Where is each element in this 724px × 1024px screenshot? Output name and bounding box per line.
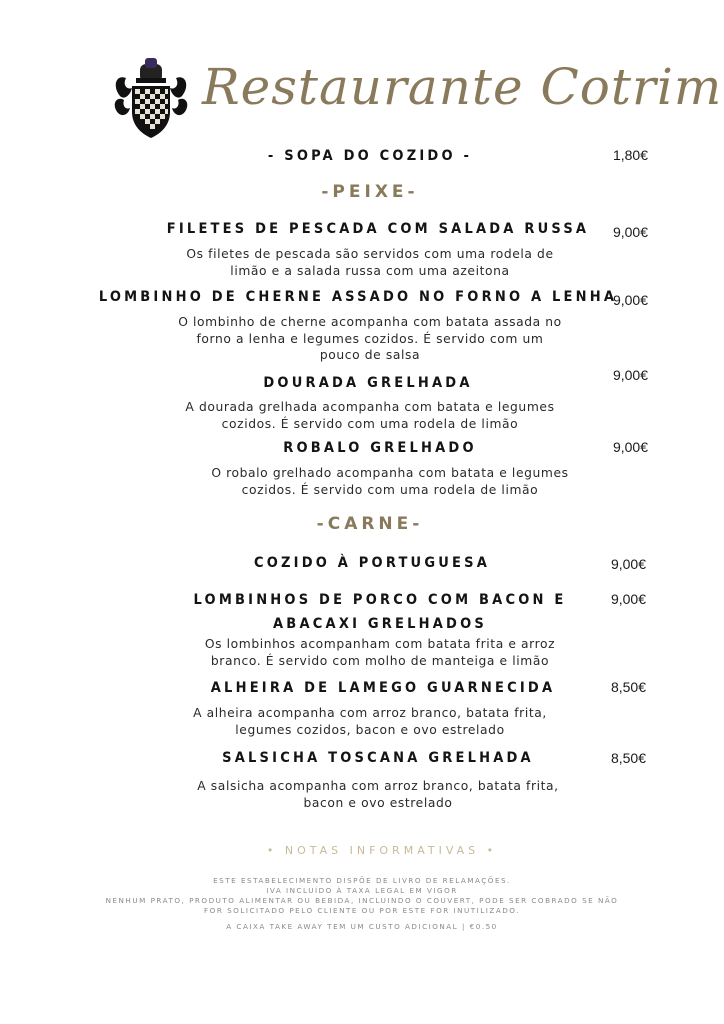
dish-price: 8,50€ bbox=[610, 750, 646, 766]
restaurant-name: Restaurante Cotrim bbox=[202, 58, 723, 116]
dish-price: 9,00€ bbox=[612, 439, 648, 455]
dish-price: 9,00€ bbox=[612, 292, 648, 308]
section-heading-carne: -CARNE- bbox=[316, 514, 424, 534]
dish-description: Os lombinhos acompanham com batata frita e arroz branco. É servido com molho de manteiga e limão bbox=[204, 637, 556, 668]
notes-line: IVA INCLUÍDO À TAXA LEGAL EM VIGOR bbox=[266, 886, 458, 895]
dish-description: O lombinho de cherne acompanha com batata assada no forno a lenha e legumes cozidos. É servido com um pouco de salsa bbox=[178, 315, 562, 362]
soup-title: - SOPA DO COZIDO - bbox=[267, 148, 473, 164]
notes-title: • NOTAS INFORMATIVAS • bbox=[266, 844, 498, 857]
heraldic-crest-icon bbox=[112, 56, 190, 140]
section-heading-peixe: -PEIXE- bbox=[321, 182, 419, 202]
dish-description: Os filetes de pescada são servidos com uma rodela de limão e a salada russa com uma azeitona bbox=[186, 247, 554, 278]
dish-title: ROBALO GRELHADO bbox=[283, 440, 477, 456]
dish-title: SALSICHA TOSCANA GRELHADA bbox=[222, 750, 534, 766]
dish-title: COZIDO À PORTUGUESA bbox=[253, 555, 491, 571]
dish-price: 9,00€ bbox=[612, 224, 648, 240]
dish-description: O robalo grelhado acompanha com batata e legumes cozidos. É servido com uma rodela de limão bbox=[211, 466, 569, 497]
dish-title: LOMBINHOS DE PORCO COM BACON E ABACAXI GRELHADOS bbox=[193, 592, 567, 632]
notes-line: ESTE ESTABELECIMENTO DISPÕE DE LIVRO DE RELAMAÇÕES. bbox=[213, 876, 511, 885]
dish-price: 9,00€ bbox=[610, 591, 646, 607]
soup-price: 1,80€ bbox=[612, 147, 648, 163]
dish-description: A dourada grelhada acompanha com batata e legumes cozidos. É servido com uma rodela de limão bbox=[185, 400, 555, 431]
menu-header bbox=[112, 54, 723, 144]
notes-text bbox=[0, 876, 724, 916]
takeaway-note: A CAIXA TAKE AWAY TEM UM CUSTO ADICIONAL | €0.50 bbox=[226, 922, 498, 931]
dish-description: A salsicha acompanha com arroz branco, batata frita, bacon e ovo estrelado bbox=[197, 779, 559, 810]
dish-price: 9,00€ bbox=[610, 556, 646, 572]
dish-title: LOMBINHO DE CHERNE ASSADO NO FORNO A LENHA bbox=[98, 289, 618, 305]
dish-description: A alheira acompanha com arroz branco, batata frita, legumes cozidos, bacon e ovo estrelado bbox=[193, 706, 547, 737]
dish-price: 9,00€ bbox=[612, 367, 648, 383]
dish-title: DOURADA GRELHADA bbox=[263, 375, 473, 391]
dish-price: 8,50€ bbox=[610, 679, 646, 695]
dish-title: ALHEIRA DE LAMEGO GUARNECIDA bbox=[210, 680, 556, 696]
notes-line: NENHUM PRATO, PRODUTO ALIMENTAR OU BEBIDA, INCLUINDO O COUVERT, PODE SER COBRADO SE NÃO bbox=[105, 896, 619, 905]
dish-title: FILETES DE PESCADA COM SALADA RUSSA bbox=[166, 221, 590, 237]
notes-line: FOR SOLICITADO PELO CLIENTE OU POR ESTE FOR INUTILIZADO. bbox=[204, 906, 520, 915]
